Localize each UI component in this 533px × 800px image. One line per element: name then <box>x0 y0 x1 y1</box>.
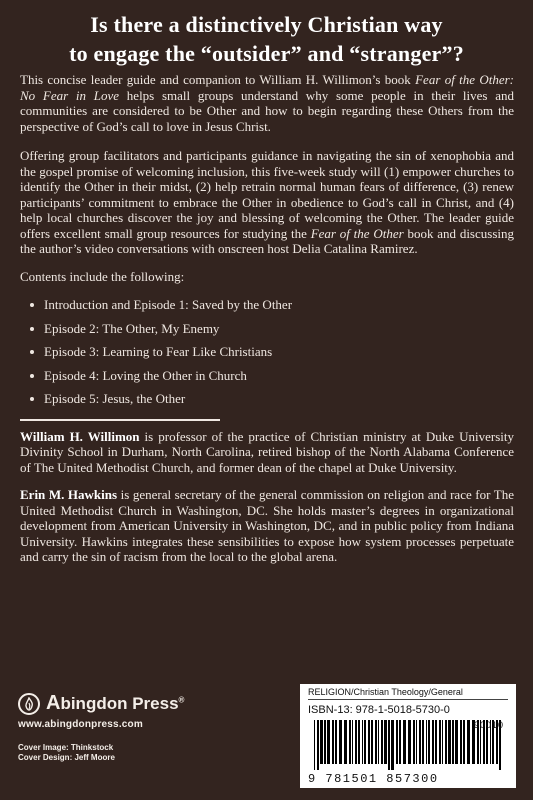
bisac-category: RELIGION/Christian Theology/General <box>308 687 508 700</box>
description-book-title: Fear of the Other <box>310 225 404 241</box>
barcode-bar <box>416 720 417 764</box>
barcode-bar <box>344 720 347 764</box>
publisher-block <box>18 692 258 763</box>
barcode-bar <box>327 720 330 764</box>
barcode-bar <box>413 720 415 764</box>
barcode-bar <box>467 720 470 764</box>
barcode-bar <box>381 720 383 764</box>
barcode-bar <box>332 720 334 764</box>
contents-item: Episode 4: Loving the Other in Church <box>44 368 514 384</box>
barcode-bar <box>352 720 353 764</box>
publisher-name-rest: bingdon Press <box>60 694 179 713</box>
headline-line-1: Is there a distinctively Christian way <box>90 12 443 37</box>
description-paragraph <box>20 148 514 257</box>
barcode-bar <box>375 720 377 764</box>
cover-credits <box>18 743 258 763</box>
barcode-bar <box>435 720 437 764</box>
publisher-name <box>46 692 184 715</box>
barcode-bar <box>419 720 421 764</box>
author-name: Erin M. Hawkins <box>20 487 118 502</box>
contents-item: Episode 2: The Other, My Enemy <box>44 321 514 337</box>
body-text <box>20 72 514 577</box>
barcode-bar <box>403 720 406 764</box>
barcode-bar <box>463 720 465 764</box>
barcode-bar <box>320 720 323 764</box>
description-text-2: book and discussing the author’s video conversations with onscreen host Delia Catalina Ramirez. <box>20 225 514 256</box>
barcode-bar <box>384 720 387 764</box>
barcode-bar <box>432 720 434 764</box>
barcode-bar <box>339 720 342 764</box>
barcode-bar <box>364 720 366 764</box>
barcode-bar <box>455 720 458 764</box>
contents-heading: Contents include the following: <box>20 268 185 284</box>
barcode-bar <box>460 720 462 764</box>
intro-text-1: This concise leader guide and companion to William H. Willimon’s book <box>20 72 416 87</box>
barcode-bar <box>422 720 424 764</box>
barcode-bar <box>324 720 326 764</box>
author-bio-hawkins <box>20 487 514 565</box>
isbn-box <box>300 684 516 788</box>
publisher-website[interactable]: www.abingdonpress.com <box>18 719 143 730</box>
barcode-bar <box>439 720 441 764</box>
description-text-1: Offering group facilitators and participants guidance in navigating the sin of xenophobia and the gospel promise of welcoming inclusion, this five-week study will (1) empower churches to identify the Other in their midst, (2) help retrain normal human fears of difference, (3) renew participants’ commitment to embrace the Other in obedience to God’s call in Christ, and (4) help local churches discover the joy and blessing of welcoming the Other. The leader guide offers excellent small group resources for studying the <box>20 148 514 241</box>
abingdon-flame-icon <box>18 693 40 715</box>
contents-item: Introduction and Episode 1: Saved by the Other <box>44 297 514 313</box>
barcode-bar <box>388 720 390 770</box>
barcode-bar <box>426 720 427 764</box>
contents-item: Episode 5: Jesus, the Other <box>44 391 514 407</box>
barcode-bar <box>408 720 411 764</box>
barcode-bar <box>335 720 337 764</box>
contents-item: Episode 3: Learning to Fear Like Christians <box>44 344 514 360</box>
isbn-number: ISBN-13: 978-1-5018-5730-0 <box>308 704 450 716</box>
barcode-bar <box>317 720 319 770</box>
barcode-bar <box>371 720 373 764</box>
barcode-bar <box>452 720 454 764</box>
author-bio-text: is professor of the practice of Christian ministry at Duke University Divinity School in Durham, North Carolina, retired bishop of the North Alabama Conference of The United Methodist Church, and former dean of the chapel at Duke University. <box>20 428 514 475</box>
intro-text-2: helps small groups understand why some people in their lives and communities are considered to be Other and how to begin regarding these Others from the perspective of God’s call to love in Jesus Christ. <box>20 87 514 134</box>
barcode-bar <box>314 720 315 770</box>
cover-design-credit: Cover Design: Jeff Moore <box>18 753 115 762</box>
barcode-area <box>308 720 508 784</box>
barcode-bar <box>442 720 443 764</box>
trademark-mark: ® <box>178 695 185 705</box>
headline-line-2: to engage the “outsider” and “stranger”? <box>69 41 464 66</box>
intro-paragraph <box>20 72 514 134</box>
barcode-bar <box>391 720 394 770</box>
author-name: William H. Willimon <box>20 428 140 444</box>
publisher-logo <box>18 692 258 715</box>
barcode-bar <box>428 720 430 764</box>
barcode-bar <box>448 720 451 764</box>
barcode-bar <box>362 720 363 764</box>
barcode-bar <box>355 720 357 764</box>
barcode-bar <box>445 720 447 764</box>
barcode-bar <box>396 720 398 764</box>
barcode-bar <box>349 720 351 764</box>
barcode-bar <box>368 720 370 764</box>
author-bio-willimon <box>20 429 514 476</box>
publisher-name-initial: A <box>46 692 61 714</box>
barcode-bar <box>378 720 379 764</box>
intro-book-title: Fear of the Other: No Fear in Love <box>20 72 514 103</box>
author-bio-text: is general secretary of the general commission on religion and race for The United Methodist Church in Washington, DC. She holds master’s degrees in organizational development from American University in Washington, DC, and in public policy from Indiana University. Hawkins integrates these sensibilities to expose how system processes perpetuate and carry the sin of racism from the local to the global arena. <box>20 487 514 564</box>
barcode-digits: 9 781501 857300 <box>308 772 439 786</box>
barcode-bar <box>399 720 401 764</box>
headline <box>18 10 515 68</box>
cover-image-credit: Cover Image: Thinkstock <box>18 743 114 752</box>
contents-list <box>20 297 514 407</box>
divider-rule <box>20 419 220 421</box>
price-code: 90010 <box>473 720 504 730</box>
barcode-bar <box>358 720 360 764</box>
